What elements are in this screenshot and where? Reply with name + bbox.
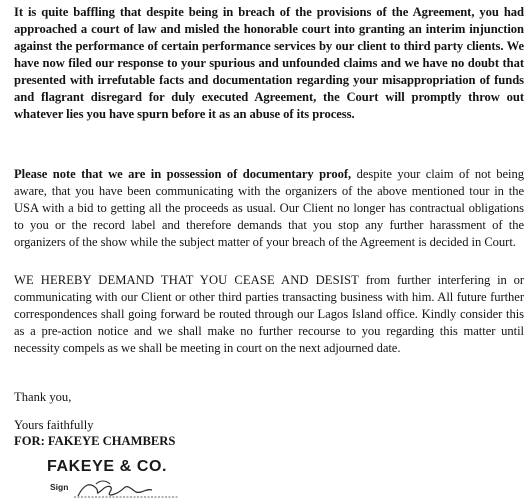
signature-area <box>44 478 184 500</box>
handwritten-signature-icon <box>44 478 184 500</box>
paragraph-breach-notice: It is quite baffling that despite being in breach of the provisions of the Agreement, you had approached a court of law and misled the honorable court into granting an interim injunction against the performance of certain performance services by our client to third party clients. We have now filed our response to your spurious and unfounded claims and we have no doubt that presented with irrefutable facts and documentation regarding your misappropriation of funds and flagrant disregard for duly executed Agreement, the Court will promptly throw out whatever lies you have spurn before it as an abuse of its process. <box>14 5 524 121</box>
closing-salutation: Yours faithfully <box>14 418 94 432</box>
firm-stamp: FAKEYE & CO. <box>47 458 168 475</box>
paragraph-documentary-proof <box>14 166 524 251</box>
paragraph-documentary-proof-lead: Please note that we are in possession of documentary proof, <box>14 167 352 181</box>
cease-desist-demand: WE HEREBY DEMAND THAT YOU CEASE AND DESIST <box>14 273 359 287</box>
sign-label: Sign <box>50 482 69 492</box>
paragraph-cease-desist <box>14 272 524 357</box>
paragraph-cease-desist-body: from further interfering in or communicating with our Client or other third parties transacting business with him. All future further correspondences shall going forward be routed through our Lagos Island office. Kindly consider this as a pre-action notice and we shall make no further recourse to you regarding this matter until necessity compels as we shall be meeting in court on the next adjourned date. <box>14 273 524 355</box>
closing-block <box>14 417 175 449</box>
letter-page <box>14 0 526 500</box>
signatory-firm: FOR: FAKEYE CHAMBERS <box>14 434 176 448</box>
thank-you-line: Thank you, <box>14 390 72 404</box>
paragraph-documentary-proof-body: despite your claim of not being aware, that you have been communicating with the organizers of the above mentioned tour in the USA with a bid to getting all the proceeds as usual. Our Client no longer has contractual obligations to you or the record label and therefore demands that you stop any further harassment of the organizers of the show while the subject matter of your breach of the Agreement is decided in Court. <box>14 167 524 249</box>
